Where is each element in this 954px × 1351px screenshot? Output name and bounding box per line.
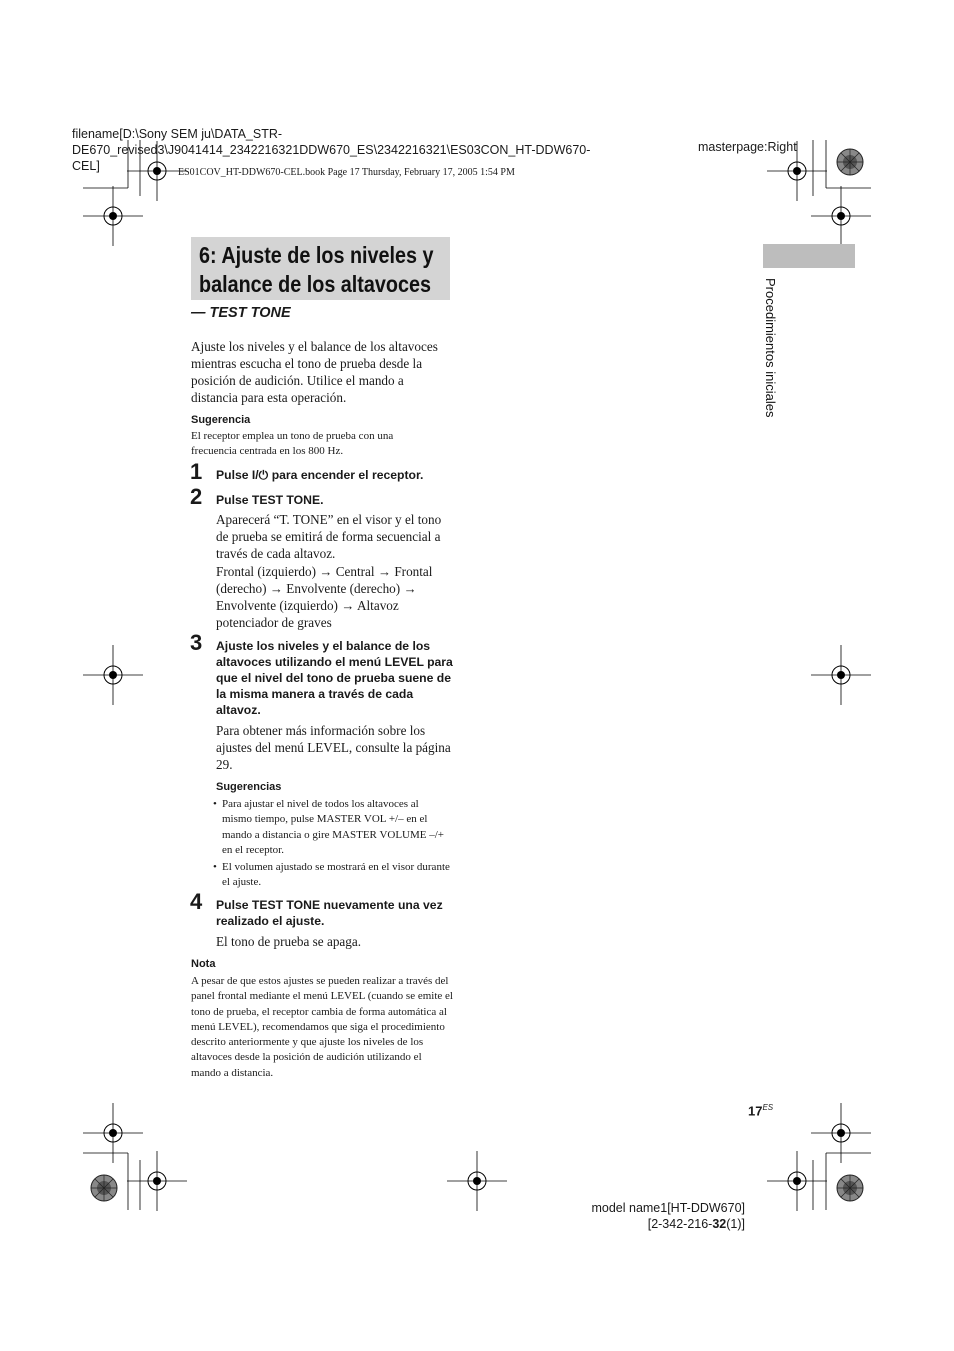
step-4-body-1: El tono de prueba se apaga. (216, 934, 362, 949)
footer-code (560, 1216, 745, 1232)
step-2-title: Pulse TEST TONE. (216, 493, 324, 507)
tip-label: Sugerencia (191, 414, 251, 426)
tips-list (213, 797, 451, 891)
page-subtitle: — TEST TONE (191, 305, 291, 321)
step-1-title: Pulse I/⏻ para encender el receptor. (216, 468, 424, 482)
step-4-number: 4 (190, 889, 203, 914)
list-item (213, 860, 451, 891)
footer-code-bold: 32 (712, 1217, 727, 1231)
bullet-icon: • (213, 798, 217, 810)
bullet-icon: • (213, 861, 217, 874)
step-3-title: Ajuste los niveles y el balance de los altavoces utilizando el menú LEVEL para que el nivel del tono de prueba suene de la misma manera a través de cada altavoz. (216, 639, 453, 717)
page-number-suffix: ES (762, 1103, 774, 1112)
page-number-value: 17 (748, 1103, 763, 1119)
note-label: Nota (191, 958, 216, 970)
section-tab (763, 244, 855, 268)
list-item-text: El volumen ajustado se mostrará en el visor durante el ajuste. (222, 861, 450, 889)
header-filename: filename[D:\Sony SEM ju\DATA_STR-DE670_revised3\J9041414_2342216321DDW670_ES\2342216321\ES03CON_HT-DDW670-CEL] (72, 127, 591, 173)
step-3-body-1: Para obtener más información sobre los ajustes del menú LEVEL, consulte la página 29. (216, 723, 451, 772)
intro-paragraph: Ajuste los niveles y el balance de los altavoces mientras escucha el tono de prueba desde la posición de audición. Utilice el mando a distancia para esta operación. (191, 339, 438, 405)
step-2-body-1: Aparecerá “T. TONE” en el visor y el tono de prueba se emitirá de forma secuencial a través de cada altavoz. (216, 512, 442, 561)
tips-label: Sugerencias (216, 781, 282, 793)
list-item (213, 797, 451, 858)
step-2-body-2: Frontal (izquierdo) → Central → Frontal (derecho) → Envolvente (derecho) → Envolvente (izquierdo) → Altavoz potenciador de graves (216, 564, 433, 630)
list-item-text: Para ajustar el nivel de todos los altavoces al mismo tiempo, pulse MASTER VOL +/– en el mando a distancia o gire MASTER VOLUME –/+ en el receptor. (222, 798, 444, 856)
header-bookline: ES01COV_HT-DDW670-CEL.book Page 17 Thursday, February 17, 2005 1:54 PM (178, 167, 515, 178)
page-number (748, 1103, 773, 1118)
step-4-title: Pulse TEST TONE nuevamente una vez realizado el ajuste. (216, 898, 443, 928)
step-3-number: 3 (190, 630, 203, 655)
footer-code-suffix: (1)] (726, 1217, 745, 1231)
tip-text: El receptor emplea un tono de prueba con una frecuencia centrada en los 800 Hz. (191, 430, 394, 458)
step-1-number: 1 (190, 459, 203, 484)
page-title-line-1: 6: Ajuste de los niveles y (199, 242, 434, 268)
note-text: A pesar de que estos ajustes se pueden realizar a través del panel frontal mediante el menú LEVEL (cuando se emite el tono de prueba, el receptor cambia de forma automática al menú LEVEL), recomendamos que siga el procedimiento descrito anteriormente y que ajuste los niveles de los altavoces desde la posición de audición utilizando el mando a distancia. (191, 975, 453, 1079)
page-title (199, 241, 434, 299)
section-label: Procedimientos iniciales (763, 278, 778, 418)
footer-code-prefix: [2-342-216- (647, 1217, 713, 1231)
header-masterpage: masterpage:Right (698, 140, 797, 154)
footer (560, 1200, 745, 1232)
footer-model: model name1[HT-DDW670] (591, 1201, 745, 1215)
page-title-line-2: balance de los altavoces (199, 271, 431, 297)
step-2-number: 2 (190, 484, 203, 509)
